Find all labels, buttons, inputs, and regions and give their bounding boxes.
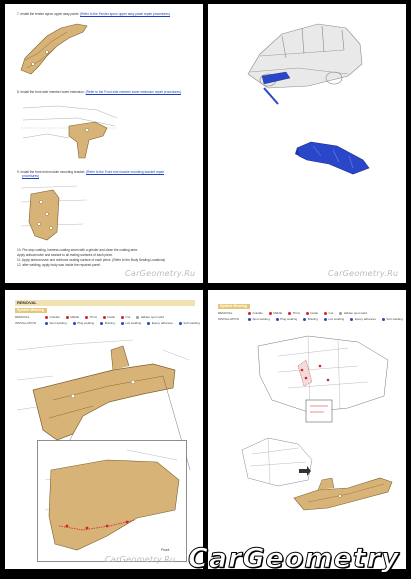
manual-page-2 [208,4,406,283]
engine-bay-line-illustration [248,326,398,426]
legend-removal: REMOVAL Outside Middle Third Inside Cut Hidden spot weld [15,315,164,319]
watermark: CarGeometry.Ru [125,269,196,278]
step-9-link-cont[interactable]: procedures) [22,174,40,178]
new-front-side-member-illustration [288,470,398,515]
symbol-meaning-tab: Symbol Meaning [15,308,47,313]
mounting-bracket-illustration [17,182,97,244]
watermark: CarGeometry.Ru [328,269,399,278]
brand-watermark: CarGeometry [188,543,400,574]
manual-page-4 [208,290,406,569]
legend-removal: REMOVAL Outside Middle Third Inside Cut Hidden spot weld [218,311,367,315]
note-10b: Apply anticorrosive and sealant to all mating surfaces of each piece. [17,253,114,257]
note-11: 11. Apply anticorrosive and reinforce sealing surface of each piece. (Refer to the Body Sealing Locations) [17,258,166,262]
legend-installation: INSTALLATION Spot welding Plug welding Brazing Laz welding Epoxy adhesive Soft welding [15,321,200,325]
detail-view-box [37,440,187,562]
manual-page-3 [5,290,203,569]
side-member-extension-illustration [17,98,122,163]
step-7: 7. Install the fender apron upper assy panel. (Refer to the Fender apron upper assy panel repair procedures) [17,12,170,16]
step-8-link[interactable]: (Refer to the Front side member lower extension repair procedures) [85,90,181,94]
note-10: 10. Pre-stop coating, harness coating seam with a grinder and clean the coating area. [17,248,138,252]
watermark: CarGeometry.Ru [105,555,176,564]
manual-page-1 [5,4,203,283]
step-9: 9. Install the front end module mounting bracket. (Refer to the Front end module mounting bracket repair [17,170,165,174]
body-in-white-illustration [238,14,368,109]
legend-installation: INSTALLATION Spot welding Plug welding Brazing Laz welding Epoxy adhesive Soft welding [218,317,403,321]
front-side-member-blue-illustration [293,134,373,179]
fender-apron-illustration [17,18,92,80]
view-label: Front [161,548,170,552]
symbol-meaning-tab: Symbol Meaning [218,304,250,309]
step-8: 8. Install the front side member lower extension. (Refer to the Front side member lower extension repair procedures) [17,90,181,94]
step-7-link[interactable]: (Refer to the Fender apron upper assy panel repair procedures) [80,12,170,16]
note-12: 12. after welding, apply body wax inside the repaired panel. [17,263,101,267]
step-9-link[interactable]: (Refer to the Front end module mounting bracket repair [86,170,165,174]
section-header: REMOVAL [15,300,195,306]
